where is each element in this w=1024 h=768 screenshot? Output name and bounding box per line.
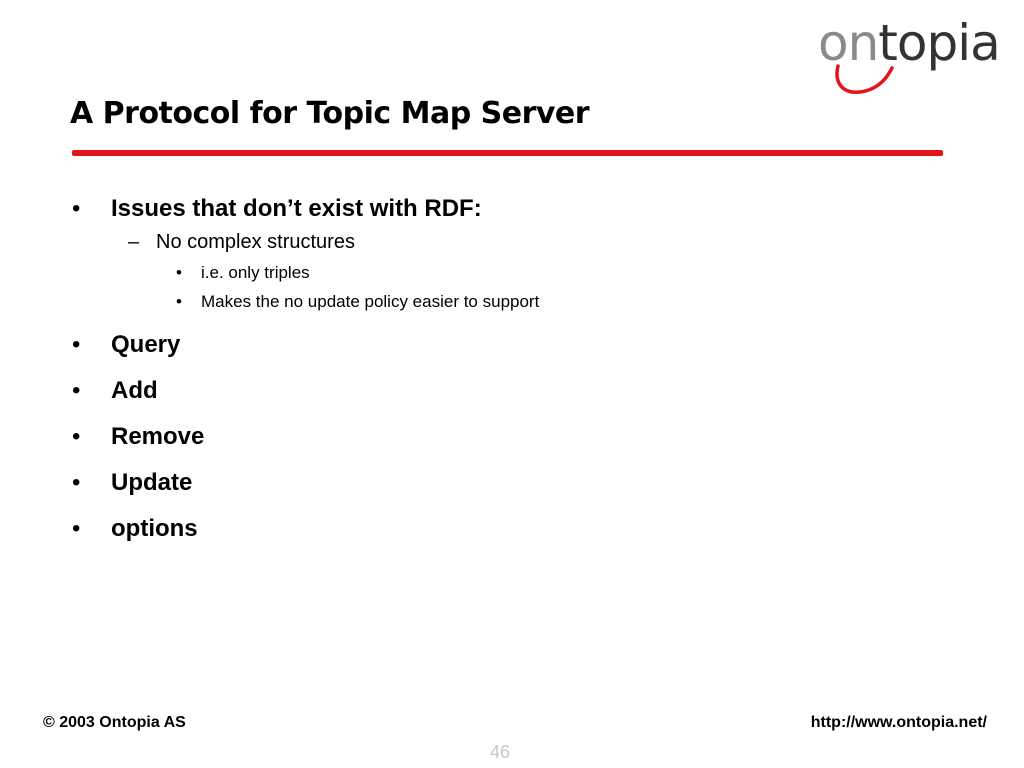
- dash-icon: –: [128, 231, 140, 253]
- sub-sub-bullet-item: [176, 292, 539, 312]
- bullet-text: Remove: [111, 423, 205, 450]
- ontopia-logo: [818, 8, 1014, 98]
- bullet-item: [72, 469, 192, 497]
- bullet-item: [72, 331, 180, 359]
- bullet-text: Add: [111, 377, 158, 404]
- bullet-icon: •: [72, 423, 81, 450]
- sub-sub-bullet-text: Makes the no update policy easier to support: [201, 292, 540, 311]
- footer-copyright: © 2003 Ontopia AS: [43, 714, 186, 731]
- bullet-text: options: [111, 515, 198, 542]
- bullet-text: Update: [111, 469, 193, 496]
- sub-sub-bullet-item: [176, 263, 310, 283]
- bullet-item: [72, 377, 158, 405]
- bullet-item: [72, 515, 198, 543]
- bullet-item: [72, 195, 482, 223]
- bullet-icon: •: [72, 195, 81, 222]
- sub-bullet-item: [128, 231, 355, 254]
- bullet-icon: •: [72, 331, 81, 358]
- title-underline: [72, 150, 943, 156]
- sub-sub-bullet-text: i.e. only triples: [201, 263, 310, 282]
- bullet-icon: •: [72, 515, 81, 542]
- bullet-icon: •: [176, 292, 182, 311]
- page-number: 46: [489, 742, 511, 762]
- bullet-icon: •: [72, 377, 81, 404]
- logo-text-topia: topia: [878, 14, 1000, 72]
- logo-wordmark: [818, 8, 1000, 78]
- bullet-icon: •: [72, 469, 81, 496]
- bullet-text: Query: [111, 331, 181, 358]
- bullet-icon: •: [176, 263, 182, 282]
- bullet-text: Issues that don’t exist with RDF:: [111, 195, 482, 222]
- bullet-item: [72, 423, 204, 451]
- footer-url[interactable]: http://www.ontopia.net/: [810, 714, 987, 731]
- logo-text-on: on: [818, 14, 879, 72]
- sub-bullet-text: No complex structures: [156, 231, 355, 253]
- slide-title: A Protocol for Topic Map Server: [70, 96, 590, 131]
